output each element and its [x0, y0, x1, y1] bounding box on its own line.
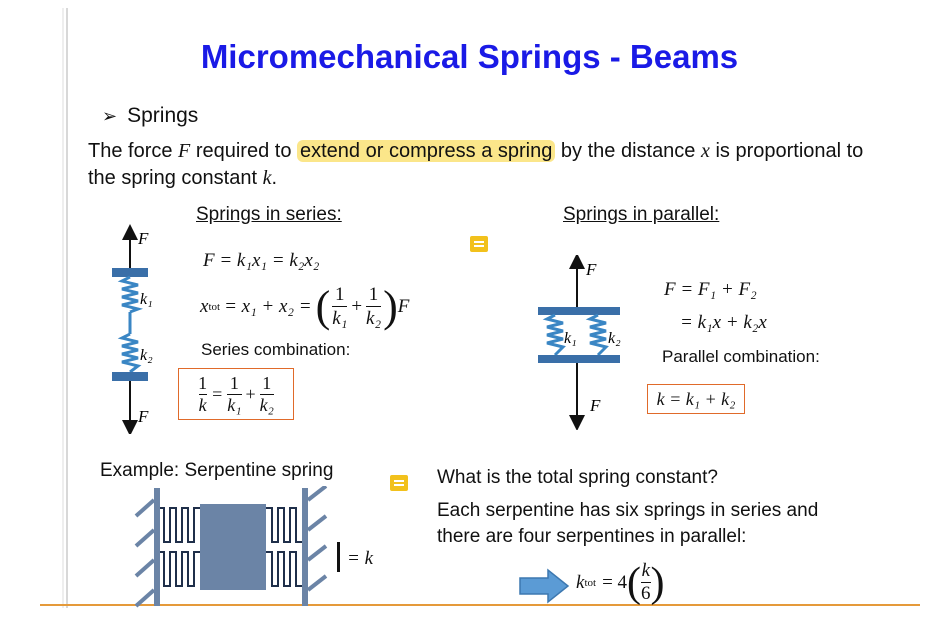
spring-k2 — [122, 334, 138, 372]
right-arrow-icon — [518, 568, 570, 604]
parallel-equation-1: F = F₁ + F₂ — [664, 279, 757, 300]
serpentine-top-left — [160, 508, 200, 542]
result-k: k — [576, 571, 585, 593]
result-subscript: tot — [584, 576, 597, 589]
parallel-combination-label: Parallel combination: — [662, 347, 820, 366]
frac-den: k₂ — [366, 308, 382, 329]
parallel-heading: Springs in parallel: — [563, 204, 720, 225]
series-heading: Springs in series: — [196, 204, 342, 225]
frac-num: 1 — [229, 372, 239, 393]
example-label: Example: Serpentine spring — [100, 460, 334, 481]
left-border-line — [66, 8, 68, 608]
spring-k2 — [590, 315, 606, 355]
frac-num: 1 — [198, 372, 208, 393]
frac-num: k — [641, 560, 650, 581]
top-plate — [538, 307, 620, 315]
eq-x: x — [200, 296, 209, 317]
eq-subscript: tot — [208, 301, 221, 313]
bullet-text: Springs — [127, 104, 199, 127]
fraction — [332, 284, 347, 330]
fraction — [366, 284, 381, 330]
spring-k1 — [547, 315, 563, 355]
parallel-equation-2: = k₁x + k₂x — [680, 312, 767, 333]
question-text: What is the total spring constant? — [437, 467, 718, 488]
serpentine-top-right — [266, 508, 302, 542]
eq-rhs: = x₁ + x₂ = — [224, 296, 312, 317]
frac-num: 1 — [368, 284, 379, 305]
force-label-top: F — [138, 229, 149, 248]
k1-label: k₁ — [564, 330, 577, 347]
series-spring-diagram — [100, 222, 170, 434]
left-accent-line — [62, 8, 64, 608]
top-plate — [112, 268, 148, 277]
intro-text: required to — [190, 140, 297, 162]
result-eq: = 4 — [602, 571, 628, 593]
serpentine-bottom-left — [160, 552, 200, 586]
left-anchor — [154, 488, 160, 606]
k2-label: k₂ — [608, 330, 621, 347]
series-combination-label: Series combination: — [201, 340, 351, 359]
bullet-arrow-icon: ➢ — [102, 106, 118, 126]
force-label-bottom: F — [138, 407, 149, 426]
eq-tail: F — [397, 296, 410, 317]
intro-text: . — [271, 167, 278, 189]
intro-text: by the distance — [555, 140, 701, 162]
force-label-top: F — [586, 260, 597, 279]
frac-den: k — [198, 394, 207, 415]
bottom-plate — [538, 355, 620, 363]
comment-note-icon[interactable] — [390, 475, 408, 491]
parallel-combination-formula: k = k₁ + k₂ — [647, 384, 745, 414]
frac-den: k₂ — [259, 394, 274, 415]
result-formula: k tot = 4 ( $\frac{k}{6}$ ) — [576, 559, 665, 606]
intro-text: is proportional to the spring constant — [88, 140, 864, 189]
proof-mass — [200, 504, 266, 590]
series-equation-1: F = k₁x₁ = k₂x₂ — [203, 250, 320, 271]
k2-label: k₂ — [140, 347, 153, 364]
bottom-plate — [112, 372, 148, 381]
frac-den: k₁ — [227, 394, 242, 415]
frac-num: 1 — [335, 284, 345, 305]
k-symbol: k — [262, 167, 272, 189]
fraction — [641, 560, 651, 605]
comment-note-icon[interactable] — [470, 236, 488, 252]
force-symbol: F — [178, 140, 191, 162]
frac-den: k₁ — [332, 308, 348, 329]
series-equation-2: x tot = x₁ + x₂ = ( $\frac{1}{\text{k₁}}$ + $\frac{1}{\text{k₂}}$ ) F — [200, 282, 410, 331]
serpentine-bottom-right — [266, 552, 302, 586]
force-label-bottom: F — [590, 396, 601, 415]
intro-paragraph — [88, 138, 888, 192]
intro-text: The force — [88, 140, 179, 162]
k1-label: k₁ — [140, 291, 153, 308]
series-combination-formula: $\frac{1}{k}$ = $\frac{1}{\text{k₁}}$ + $\frac{1}{\text{k₂}}$ — [178, 368, 294, 420]
frac-num: 1 — [262, 372, 272, 393]
x-symbol: x — [701, 140, 710, 162]
frac-den: 6 — [641, 583, 651, 604]
equals-k-label: = k — [347, 548, 374, 569]
slide-title: Micromechanical Springs - Beams — [200, 38, 739, 75]
parallel-spring-diagram — [530, 255, 650, 430]
answer-text: Each serpentine has six springs in series and there are four serpentines in parallel: — [437, 500, 819, 547]
spring-k1 — [122, 277, 138, 312]
highlighted-text: extend or compress a spring — [297, 140, 555, 162]
bullet-springs — [102, 104, 198, 128]
serpentine-spring-diagram — [130, 486, 360, 608]
